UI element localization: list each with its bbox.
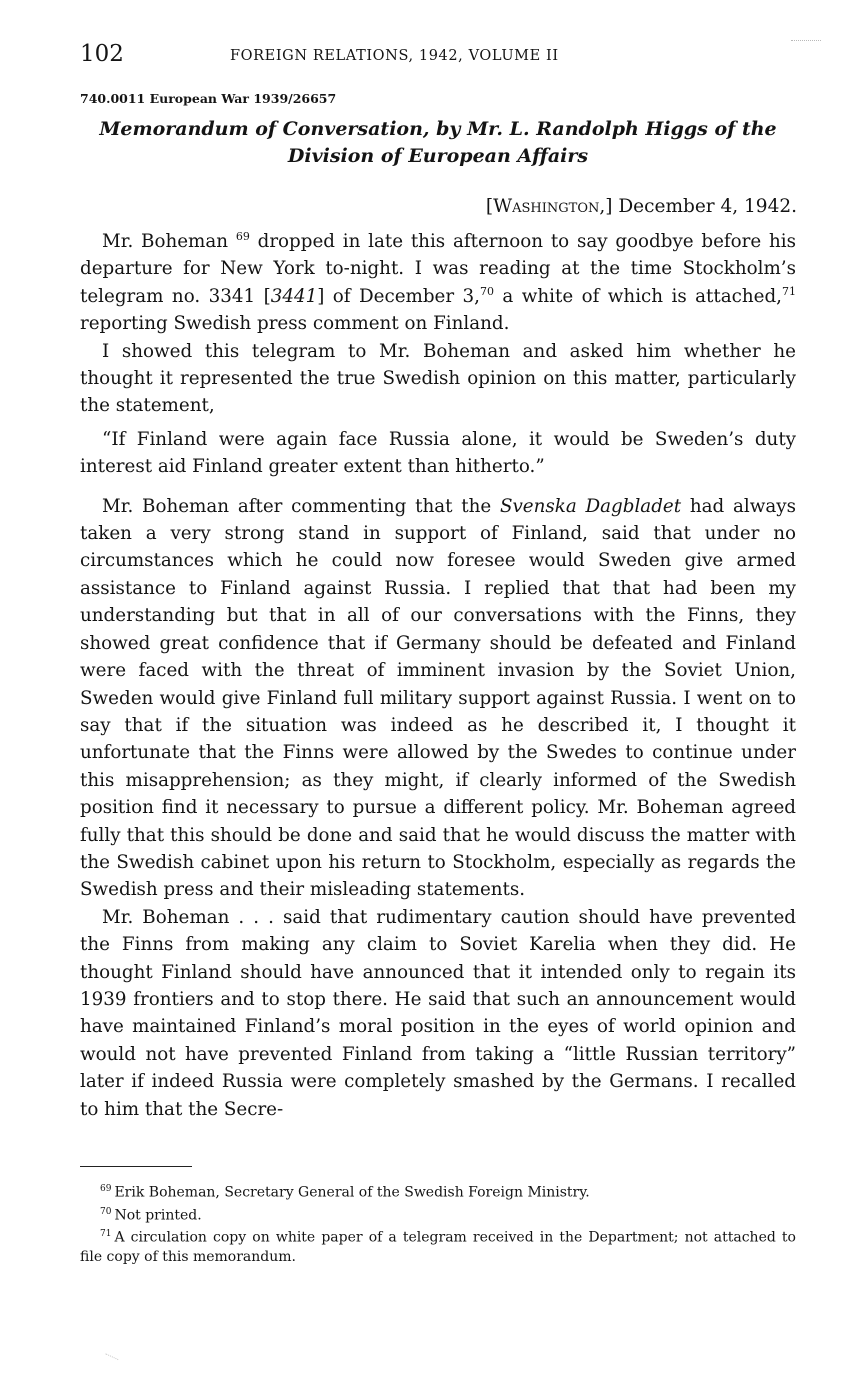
footnote-69-text: Erik Boheman, Secretary General of the Swedish Foreign Ministry. xyxy=(114,1184,590,1201)
footnote-ref-71: 71 xyxy=(781,284,796,298)
dateline-open-bracket: [ xyxy=(485,196,494,217)
title-line-1: Memorandum of Conversation, by Mr. L. Randolph Higgs of the xyxy=(99,118,777,140)
paragraph-2: I showed this telegram to Mr. Boheman and asked him whether he thought it represented the true Swedish opinion on this matter, particularly the statement, xyxy=(80,340,796,417)
footnote-71-number: 71 xyxy=(100,1229,112,1240)
footnote-ref-69: 69 xyxy=(235,229,250,243)
p1-text-f: reporting Swedish press comment on Finland. xyxy=(80,313,510,335)
p1-text-e: a white of which is attached, xyxy=(493,285,782,307)
dateline xyxy=(486,193,797,220)
scan-mark xyxy=(791,40,821,51)
p1-telegram-correction: 3441 xyxy=(270,285,318,307)
dateline-date: December 4, 1942. xyxy=(612,196,797,217)
paragraph-3 xyxy=(80,493,796,904)
scan-mark-bottom xyxy=(104,1353,119,1363)
title-line-2: Division of European Affairs xyxy=(287,145,589,167)
footnote-70-number: 70 xyxy=(100,1206,112,1217)
paragraph-4: Mr. Boheman . . . said that rudimentary caution should have prevented the Finns from making any claim to Soviet Karelia when they did. He thought Finland should have announced that it intended only to regain its 1939 frontiers and to stop there. He said that such an announcement would have maintained Finland’s moral position in the eyes of world opinion and would not have prevented Finland from taking a “little Russian territory” later if indeed Russia were completely smashed by the Germans. I recalled to him that the Secre- xyxy=(80,906,796,1120)
footnote-ref-70: 70 xyxy=(479,284,494,298)
footnote-70 xyxy=(80,1203,796,1226)
dateline-close: ,] xyxy=(599,196,613,217)
footnote-71-text: A circulation copy on white paper of a telegram received in the Department; not attached to file copy of this memorandum. xyxy=(80,1229,796,1265)
running-title: FOREIGN RELATIONS, 1942, VOLUME II xyxy=(230,48,559,64)
page-header xyxy=(80,40,798,72)
footnote-71 xyxy=(80,1225,796,1267)
p3-newspaper-name: Svenska Dagbladet xyxy=(499,495,682,517)
p1-text-a: Mr. Boheman xyxy=(102,231,236,252)
footnote-69 xyxy=(80,1180,796,1203)
p1-text-b: dropped in late this afternoon to say goodbye before his departure for New York to-night. I was reading at the time Stockholm’s telegram no. 3341 [ xyxy=(80,231,796,307)
footnote-rule xyxy=(80,1166,192,1167)
p1-text-d: ] of December 3, xyxy=(317,285,480,307)
document-title xyxy=(80,116,796,170)
footnote-69-number: 69 xyxy=(100,1184,112,1194)
dateline-place: Washington xyxy=(493,196,600,217)
page-number: 102 xyxy=(80,41,124,67)
footnotes xyxy=(80,1180,796,1267)
footnote-70-text: Not printed. xyxy=(114,1207,202,1224)
p3-text-a: Mr. Boheman after commenting that the xyxy=(102,495,500,517)
memorandum-body xyxy=(80,228,796,1123)
block-quote: “If Finland were again face Russia alone, it would be Sweden’s duty interest aid Finland greater extent than hitherto.” xyxy=(80,428,796,478)
paragraph-1 xyxy=(80,228,796,338)
p3-text-c: had always taken a very strong stand in support of Finland, said that under no circumstances which he could now foresee would Sweden give armed assistance to Finland against Russia. I replied that that had been my understanding but that in all of our conversations with the Finns, they showed great confidence that if Germany should be defeated and Finland were faced with the threat of imminent invasion by the Soviet Union, Sweden would give Finland full military support against Russia. I went on to say that if the situation was indeed as he described it, I thought it unfortunate that the Finns were allowed by the Swedes to continue under this misapprehension; as they might, if clearly informed of the Swedish position find it necessary to pursue a different policy. Mr. Boheman agreed fully that this should be done and said that he would discuss the matter with the Swedish cabinet upon his return to Stockholm, especially as regards the Swedish press and their misleading statements. xyxy=(80,495,796,901)
file-number: 740.0011 European War 1939/26657 xyxy=(80,91,337,106)
